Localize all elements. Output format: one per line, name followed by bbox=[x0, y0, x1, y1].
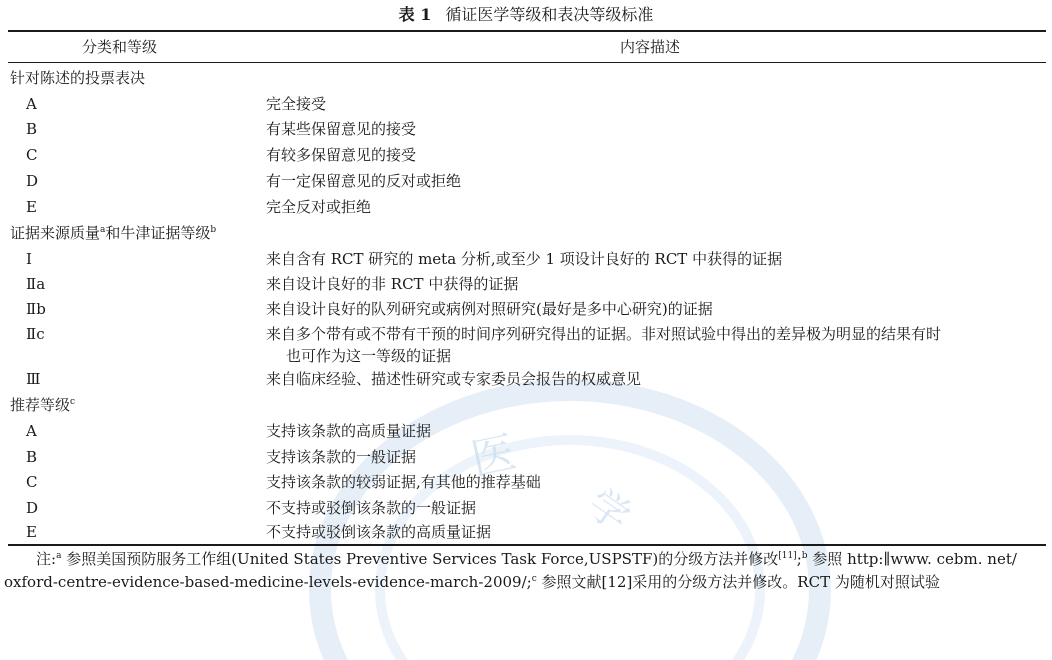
grade-description: 不支持或驳倒该条款的一般证据 bbox=[266, 499, 477, 517]
note-a-text: 参照美国预防服务工作组(United States Preventive Services Task Force,USPSTF)的分级方法并修改 bbox=[61, 550, 779, 568]
grade-description: 支持该条款的一般证据 bbox=[266, 448, 417, 466]
grade-code: A bbox=[26, 95, 37, 113]
grade-description: 不支持或驳倒该条款的高质量证据 bbox=[266, 523, 492, 541]
grade-code: Ⅱa bbox=[26, 275, 46, 293]
table-note: 注:$^a$ 参照美国预防服务工作组(United States Preventive Services Task Force,USPSTF)的分级方法并修改[11];$^b$ 参照 http:∥www. cebm. net/ bbox=[36, 550, 1017, 568]
grade-description-continued: 也可作为这一等级的证据 bbox=[286, 347, 452, 365]
grade-description: 来自含有 RCT 研究的 meta 分析,或至少 1 项设计良好的 RCT 中获得的证据 bbox=[266, 250, 783, 268]
grade-description: 来自设计良好的非 RCT 中获得的证据 bbox=[266, 275, 519, 293]
note-url-text: oxford-centre-evidence-based-medicine-levels-evidence-march-2009/; bbox=[4, 573, 532, 591]
grade-description: 支持该条款的高质量证据 bbox=[266, 422, 432, 440]
group-name-tail: 和牛津证据等级 bbox=[105, 224, 211, 242]
column-header-description: 内容描述 bbox=[620, 38, 681, 56]
table-caption bbox=[0, 5, 1052, 25]
table-number: 表 1 bbox=[398, 5, 432, 24]
footnote-marker: a bbox=[56, 551, 62, 561]
grade-description: 来自设计良好的队列研究或病例对照研究(最好是多中心研究)的证据 bbox=[266, 300, 713, 318]
grade-code: D bbox=[26, 172, 39, 190]
grade-code: D bbox=[26, 499, 39, 517]
grade-description: 有较多保留意见的接受 bbox=[266, 146, 417, 164]
footnote-marker: a bbox=[100, 225, 106, 235]
footnote-marker: b bbox=[801, 551, 808, 561]
table-title: 循证医学等级和表决等级标准 bbox=[445, 5, 654, 24]
grade-code: A bbox=[26, 422, 37, 440]
grade-code: E bbox=[26, 198, 37, 216]
group-name: 证据来源质量 bbox=[10, 224, 101, 242]
group-name: 推荐等级 bbox=[10, 396, 71, 414]
grade-code: Ⅱc bbox=[26, 325, 45, 343]
footnote-marker: b bbox=[210, 225, 217, 235]
grade-description: 有某些保留意见的接受 bbox=[266, 120, 417, 138]
grade-code: Ⅰ bbox=[26, 250, 32, 268]
grade-description: 来自多个带有或不带有干预的时间序列研究得出的证据。非对照试验中得出的差异极为明显的结果有时 bbox=[266, 325, 942, 343]
header-rule bbox=[8, 62, 1046, 63]
grade-code: Ⅲ bbox=[26, 370, 41, 388]
note-c-text: 参照文献[12]采用的分级方法并修改。RCT 为随机对照试验 bbox=[536, 573, 940, 591]
reference-marker: [11] bbox=[778, 551, 797, 561]
grade-code: B bbox=[26, 448, 38, 466]
grade-description: 完全接受 bbox=[266, 95, 327, 113]
footnote-marker: c bbox=[70, 397, 76, 407]
grade-description: 来自临床经验、描述性研究或专家委员会报告的权威意见 bbox=[266, 370, 642, 388]
group-title bbox=[10, 222, 1052, 244]
grade-code: E bbox=[26, 523, 37, 541]
group-title bbox=[10, 394, 1052, 416]
column-header-category: 分类和等级 bbox=[82, 38, 158, 56]
note-prefix: 注: bbox=[36, 550, 57, 568]
grade-code: Ⅱb bbox=[26, 300, 46, 318]
grade-description: 完全反对或拒绝 bbox=[266, 198, 372, 216]
group-name: 针对陈述的投票表决 bbox=[10, 69, 146, 87]
grade-code: B bbox=[26, 120, 38, 138]
watermark-glyph-1: 医 bbox=[466, 426, 521, 486]
table-note-continued bbox=[4, 571, 1052, 593]
footnote-marker: c bbox=[531, 574, 537, 584]
grade-description: 有一定保留意见的反对或拒绝 bbox=[266, 172, 462, 190]
group-title bbox=[10, 67, 1052, 89]
grade-description: 支持该条款的较弱证据,有其他的推荐基础 bbox=[266, 473, 541, 491]
grade-code: C bbox=[26, 473, 38, 491]
grade-code: C bbox=[26, 146, 38, 164]
bottom-rule bbox=[8, 544, 1046, 546]
note-b-text: 参照 http:∥www. cebm. net/ bbox=[807, 550, 1017, 568]
top-rule bbox=[8, 30, 1046, 32]
watermark-glyph-2: 学 bbox=[579, 480, 639, 542]
